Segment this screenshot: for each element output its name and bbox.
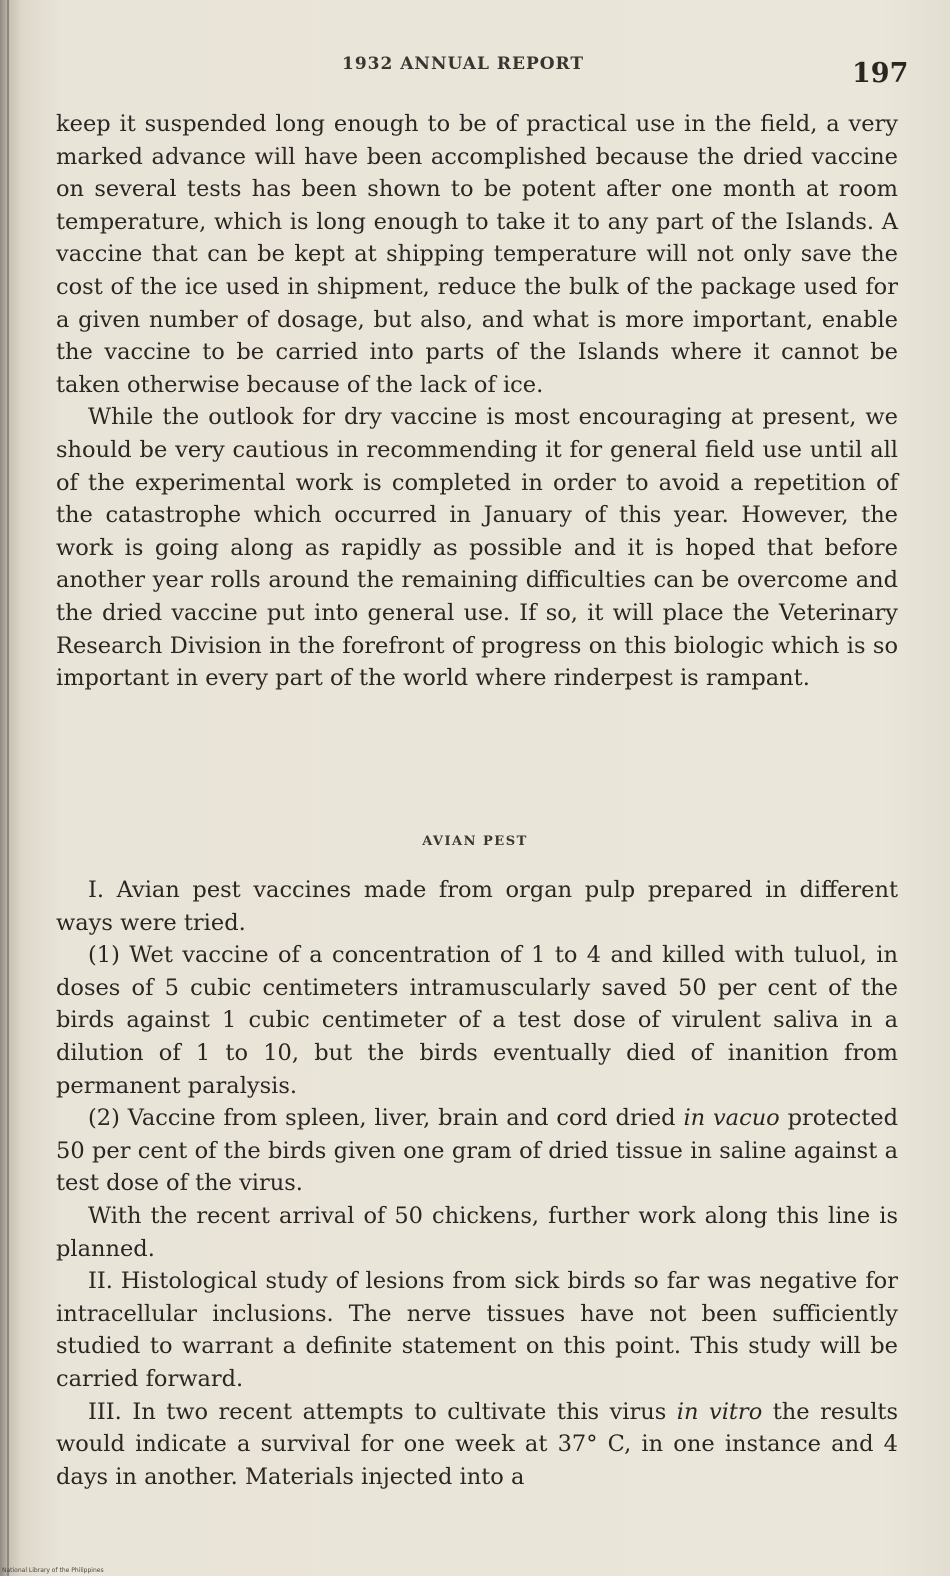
- paragraph-continued: keep it suspended long enough to be of practical use in the field, a very marked advance will have been accomplished because the dried vaccine on several tests has been shown to be potent after one month at room temperature, which is long enough to take it to any part of the Islands. A vaccine that can be kept at shipping temperature will not only save the cost of the ice used in shipment, reduce the bulk of the package used for a given number of dosage, but also, and what is more important, enable the vaccine to be carried into parts of the Islands where it cannot be taken otherwise because of the lack of ice.: [56, 111, 898, 398]
- paragraph-item-ii: II. Histological study of lesions from sick birds so far was negative for intracellular inclusions. The nerve tissues have not been sufficiently studied to warrant a definite statement on this point. This study will be carried forward.: [56, 1268, 898, 1392]
- page-number: 197: [852, 58, 909, 89]
- paragraph-dry-vaccine-outlook: While the outlook for dry vaccine is most encouraging at present, we should be very cautious in recommending it for general field use until all of the experimental work is completed in order to avoid a repetition of the catastrophe which occurred in January of this year. However, the work is going along as rapidly as possible and it is hoped that before another year rolls around the remaining difficulties can be overcome and the dried vaccine put into general use. If so, it will place the Veterinary Research Division in the forefront of progress on this biologic which is so important in every part of the world where rinderpest is rampant.: [56, 404, 898, 692]
- text-run: protected 50 per cent of the birds given one gram of dried tissue in saline against a test dose of the virus.: [56, 1105, 898, 1197]
- italic-term: in vacuo: [683, 1105, 780, 1132]
- paragraph-wet-vaccine: (1) Wet vaccine of a concentration of 1 to 4 and killed with tuluol, in doses of 5 cubic centimeters intramuscularly saved 50 per cent of the birds against 1 cubic centimeter of a test dose of virulent saliva in a dilution of 1 to 10, but the birds eventually died of inanition from permanent paralysis.: [56, 942, 898, 1099]
- paragraph-item-i: I. Avian pest vaccines made from organ pulp prepared in different ways were tried.: [56, 877, 898, 936]
- avian-pest-section: [56, 874, 898, 1493]
- body-text: [56, 108, 898, 695]
- text-run: the results would indicate a survival for one week at 37° C, in one instance and 4 days in another. Materials injected into a: [56, 1398, 898, 1490]
- section-heading-avian-pest: AVIAN PEST: [422, 834, 528, 849]
- paragraph-chickens: With the recent arrival of 50 chickens, further work along this line is planned.: [56, 1202, 898, 1262]
- paragraph-item-iii: [56, 1396, 898, 1494]
- text-run: III. In two recent attempts to cultivate this virus: [88, 1398, 677, 1425]
- paragraph-dried-vaccine: [56, 1102, 898, 1200]
- binding-edge: [7, 0, 9, 1576]
- running-head: 1932 ANNUAL REPORT: [342, 54, 585, 74]
- text-run: (2) Vaccine from spleen, liver, brain and cord dried: [88, 1105, 684, 1132]
- scan-credit: National Library of the Philippines: [2, 1567, 104, 1574]
- italic-term: in vitro: [676, 1398, 763, 1425]
